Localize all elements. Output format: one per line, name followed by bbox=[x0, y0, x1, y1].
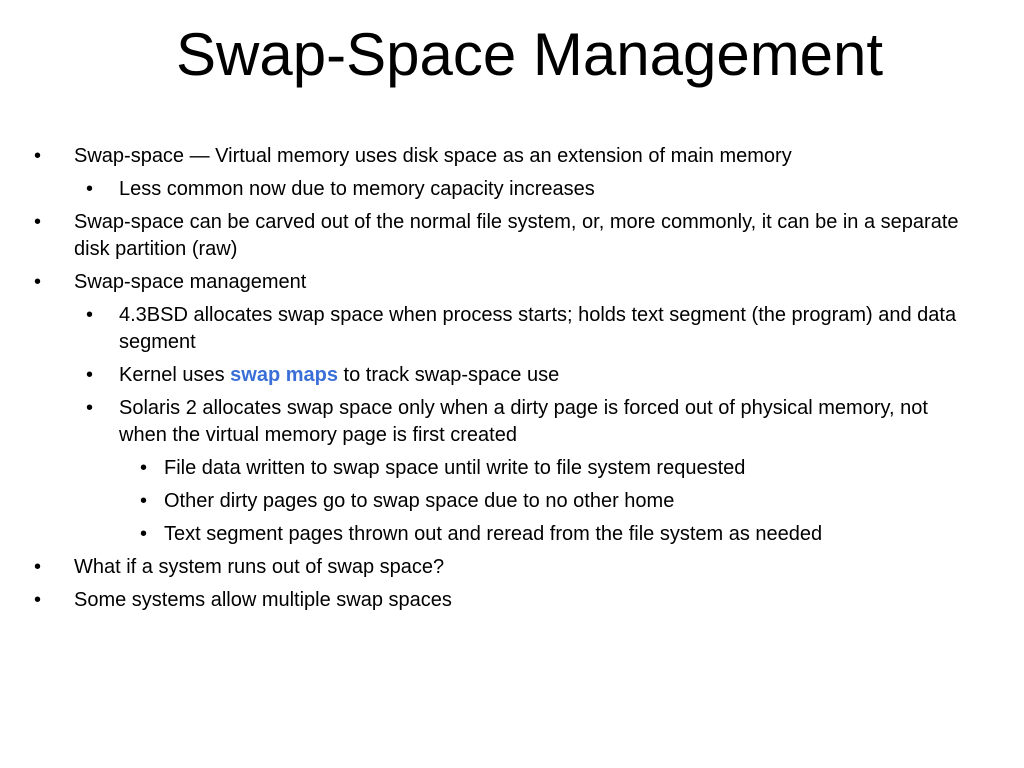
slide-title: Swap-Space Management bbox=[176, 21, 884, 88]
swap-maps-highlight: swap maps bbox=[230, 364, 338, 386]
bullet-text: 4.3BSD allocates swap space when process starts; holds text segment (the program) and data segment bbox=[119, 304, 957, 353]
bullet-icon: • bbox=[86, 304, 94, 326]
bullet-text: Other dirty pages go to swap space due to no other home bbox=[164, 490, 675, 512]
bullet-icon: • bbox=[34, 271, 42, 293]
bullet-icon: • bbox=[34, 211, 42, 233]
bullet-text: File data written to swap space until write to file system requested bbox=[164, 457, 746, 479]
bullet-icon: • bbox=[86, 364, 94, 386]
bullet-text: Swap-space management bbox=[74, 271, 307, 293]
bullet-icon: • bbox=[34, 145, 42, 167]
bullet-item-43bsd bbox=[0, 302, 1024, 356]
bullet-icon: • bbox=[86, 178, 94, 200]
bullet-text: What if a system runs out of swap space? bbox=[74, 556, 445, 578]
bullet-icon: • bbox=[140, 490, 148, 512]
bullet-item-file-data bbox=[0, 455, 1024, 482]
bullet-item-less-common bbox=[0, 176, 1024, 203]
bullet-item-multiple-swap-spaces bbox=[0, 587, 1024, 614]
bullet-list bbox=[0, 143, 1024, 620]
bullet-text: Some systems allow multiple swap spaces bbox=[74, 589, 452, 611]
bullet-icon: • bbox=[34, 556, 42, 578]
bullet-text: Swap-space — Virtual memory uses disk space as an extension of main memory bbox=[74, 145, 792, 167]
bullet-text bbox=[119, 364, 559, 386]
bullet-text: Solaris 2 allocates swap space only when a dirty page is forced out of physical memory, not when the virtual memory page is first created bbox=[119, 397, 928, 446]
bullet-text: Less common now due to memory capacity increases bbox=[119, 178, 595, 200]
bullet-item-text-segment bbox=[0, 521, 1024, 548]
bullet-text: Swap-space can be carved out of the normal file system, or, more commonly, it can be in a separate disk partition (raw) bbox=[74, 211, 959, 260]
bullet-icon: • bbox=[140, 523, 148, 545]
bullet-item-swap-space-definition bbox=[0, 143, 1024, 170]
bullet-item-swap-space-management bbox=[0, 269, 1024, 296]
bullet-item-kernel-swap-maps bbox=[0, 362, 1024, 389]
bullet-item-dirty-pages bbox=[0, 488, 1024, 515]
bullet-icon: • bbox=[86, 397, 94, 419]
bullet-item-solaris bbox=[0, 395, 1024, 449]
bullet-icon: • bbox=[140, 457, 148, 479]
bullet-text-pre: Kernel uses bbox=[119, 364, 231, 386]
bullet-text: Text segment pages thrown out and reread from the file system as needed bbox=[164, 523, 823, 545]
bullet-item-runs-out bbox=[0, 554, 1024, 581]
bullet-text-post: to track swap-space use bbox=[338, 364, 560, 386]
bullet-item-carved-out bbox=[0, 209, 1024, 263]
bullet-icon: • bbox=[34, 589, 42, 611]
